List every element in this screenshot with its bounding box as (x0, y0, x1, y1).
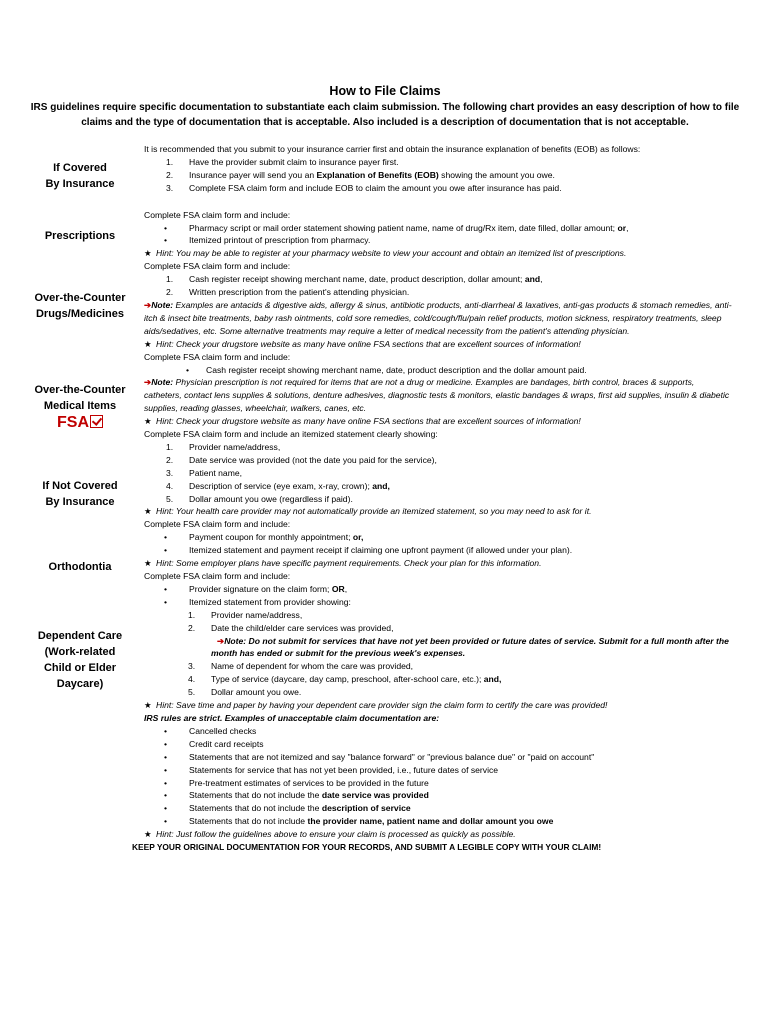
prescriptions-item-2: • Itemized printout of prescription from pharmacy. (164, 235, 371, 246)
not-covered-hint-text: Hint: Your health care provider may not automatically provide an itemized statement, so you may need to ask for it. (156, 506, 592, 517)
unacceptable-item: • Statements that do not include the date service was provided (164, 790, 429, 801)
prescriptions-hint (144, 247, 734, 260)
unacceptable-item-1-text: Cancelled checks (189, 725, 257, 736)
category-otc-items-line1: Over-the-Counter (34, 384, 126, 396)
prescriptions-intro: Complete FSA claim form and include: (144, 209, 291, 220)
fsa-label: FSA (57, 414, 89, 431)
unacceptable-item: • Statements that do not include the description of service (164, 803, 411, 814)
orthodontia-hint-text: Hint: Some employer plans have specific payment requirements. Check your plan for this information. (156, 558, 542, 569)
covered-step-2-bold: Explanation of Benefits (EOB) (316, 169, 439, 180)
category-otc-drugs-line1: Over-the-Counter (34, 292, 126, 304)
category-orthodontia-label: Orthodontia (48, 561, 112, 573)
category-covered (20, 160, 140, 192)
category-not-covered (20, 478, 140, 510)
category-dependent-care (20, 628, 140, 692)
category-dependent-line1: Dependent Care (37, 630, 123, 642)
unacceptable-item-8-pre: Statements that do not include (189, 816, 308, 827)
category-dependent-line2: (Work-related (44, 646, 116, 658)
orthodontia-item-1-bold: or, (352, 532, 364, 543)
star-icon: ★ (144, 416, 152, 427)
not-covered-step-2: 2. Date service was provided (not the date you paid for the service), (166, 454, 437, 465)
not-covered-step-4: 4. Description of service (eye exam, x-ray, crown); and, (166, 480, 390, 491)
otc-drugs-hint (144, 338, 734, 351)
category-otc-items-line2: Medical Items (43, 400, 117, 412)
not-covered-step-5: 5. Dollar amount you owe (regardless if paid). (166, 493, 353, 504)
covered-step-2: 2. Insurance payer will send you an Explanation of Benefits (EOB) showing the amount you owe. (166, 169, 555, 180)
dependent-note (144, 635, 734, 661)
unacceptable-item: • Statements for service that has not yet been provided, i.e., future dates of service (164, 764, 499, 775)
dependent-item-1-post: , (344, 583, 348, 594)
not-covered-intro: Complete FSA claim form and include an itemized statement clearly showing: (144, 429, 438, 440)
covered-intro: It is recommended that you submit to your insurance carrier first and obtain the insurance explanation of benefits (EOB) as follows: (144, 144, 641, 154)
otc-drugs-step-1-post: , (540, 274, 543, 285)
dependent-item-1-bold: OR (331, 583, 345, 594)
unacceptable-item-3-text: Statements that are not itemized and say "balance forward" or "previous balance due" or "paid on account" (189, 751, 595, 762)
unacceptable-heading: IRS rules are strict. Examples of unacceptable claim documentation are: (144, 712, 440, 723)
prescriptions-item-1-pre: Pharmacy script or mail order statement showing patient name, name of drug/Rx item, date filled, dollar amount; (189, 222, 618, 233)
orthodontia-hint (144, 557, 734, 570)
dependent-step-3: 3. Name of dependent for whom the care was provided, (188, 661, 414, 672)
unacceptable-item-7-pre: Statements that do not include the (189, 803, 322, 814)
category-otc-items (20, 382, 140, 431)
otc-drugs-intro: Complete FSA claim form and include: (144, 261, 291, 272)
otc-drugs-step-1-pre: Cash register receipt showing merchant name, date, product description, dollar amount; (189, 274, 525, 285)
orthodontia-intro: Complete FSA claim form and include: (144, 519, 291, 530)
otc-drugs-step-2: 2. Written prescription from the patient's attending physician. (166, 287, 410, 298)
dependent-step-3-text: Name of dependent for whom the care was provided, (211, 661, 414, 672)
otc-drugs-note-text: Examples are antacids & digestive aids, allergy & sinus, antibiotic products, anti-diarrheal & laxatives, anti-gas products & stomach remedies, anti-itch & insect bite treatments, baby rash ointments, cold sore remedies, cold/cough/flu/pain relief products, motion sickness, respiratory treatments, sleep aids/sedatives, etc. Some alternative treatments may require a letter of medical necessity from the patient's attending physician. (144, 299, 732, 336)
unacceptable-item: • Cancelled checks (164, 725, 257, 736)
category-covered-line2: By Insurance (45, 178, 115, 190)
prescriptions-hint-text: Hint: You may be able to register at your pharmacy website to view your account and obtain an itemized list of prescriptions. (156, 248, 627, 259)
covered-step-1-text: Have the provider submit claim to insurance payer first. (189, 156, 399, 167)
not-covered-step-5-text: Dollar amount you owe (regardless if paid). (189, 493, 353, 504)
orthodontia-item-2-text: Itemized statement and payment receipt if claiming one upfront payment (if allowed under your plan). (189, 545, 573, 556)
star-icon: ★ (144, 248, 152, 259)
dependent-step-5: 5. Dollar amount you owe. (188, 687, 302, 698)
dependent-item-1-pre: Provider signature on the claim form; (189, 583, 332, 594)
unacceptable-item: • Statements that do not include the provider name, patient name and dollar amount you owe (164, 816, 554, 827)
otc-drugs-step-2-text: Written prescription from the patient's attending physician. (189, 287, 410, 298)
category-orthodontia (20, 559, 140, 575)
dependent-step-2-text: Date the child/elder care services was provided, (211, 622, 394, 633)
otc-items-item-1-text: Cash register receipt showing merchant name, date, product description and the dollar amount paid. (206, 364, 587, 375)
prescriptions-item-1: • Pharmacy script or mail order statement showing patient name, name of drug/Rx item, date filled, dollar amount; or, (164, 222, 629, 233)
covered-step-3: 3. Complete FSA claim form and include EOB to claim the amount you owe after insurance has paid. (166, 182, 562, 193)
category-otc-drugs (20, 290, 140, 322)
category-prescriptions-label: Prescriptions (44, 230, 116, 242)
otc-drugs-step-1-bold: and (524, 274, 541, 285)
otc-items-note (144, 376, 734, 415)
category-dependent-line4: Daycare) (56, 678, 104, 690)
otc-drugs-note (144, 299, 734, 338)
category-not-covered-line1: If Not Covered (42, 480, 118, 492)
not-covered-step-1: 1. Provider name/address, (166, 441, 281, 452)
star-icon: ★ (144, 700, 152, 711)
dependent-item-2: • Itemized statement from provider showing: (164, 596, 351, 607)
dependent-step-4: 4. Type of service (daycare, day camp, preschool, after-school care, etc.); and, (188, 674, 502, 685)
dependent-item-2-text: Itemized statement from provider showing: (189, 596, 351, 607)
unacceptable-item-5-text: Pre-treatment estimates of services to be provided in the future (189, 777, 429, 788)
arrow-right-icon: ➔ (144, 377, 152, 388)
unacceptable-item-7-bold: description of service (321, 803, 411, 814)
unacceptable-item: • Pre-treatment estimates of services to be provided in the future (164, 777, 429, 788)
unacceptable-item: • Credit card receipts (164, 738, 264, 749)
dependent-hint (144, 699, 734, 712)
otc-items-hint-text: Hint: Check your drugstore website as many have online FSA sections that are excellent sources of information! (156, 416, 581, 427)
unacceptable-item-6-pre: Statements that do not include the (189, 790, 322, 801)
footer-notice: KEEP YOUR ORIGINAL DOCUMENTATION FOR YOUR RECORDS, AND SUBMIT A LEGIBLE COPY WITH YOUR CLAIM! (132, 842, 602, 853)
dependent-step-2: 2. Date the child/elder care services was provided, (188, 622, 394, 633)
dependent-intro: Complete FSA claim form and include: (144, 571, 291, 581)
dependent-step-1-text: Provider name/address, (211, 609, 303, 620)
intro-text: IRS guidelines require specific documentation to substantiate each claim submission. The following chart provides an easy description of how to file claims and the type of documentation that is acceptable. Also included is a description of documentation that is not acceptable. (30, 102, 740, 128)
covered-step-2-post: showing the amount you owe. (438, 169, 555, 180)
unacceptable-hint-text: Hint: Just follow the guidelines above to ensure your claim is processed as quickly as possible. (156, 829, 516, 840)
prescriptions-item-1-bold: or (617, 222, 627, 233)
dependent-step-4-bold: and, (483, 674, 502, 685)
orthodontia-item-1-pre: Payment coupon for monthly appointment; (189, 532, 353, 543)
category-not-covered-line2: By Insurance (45, 496, 115, 508)
page-title: How to File Claims (329, 84, 441, 98)
not-covered-step-1-text: Provider name/address, (189, 441, 281, 452)
dependent-step-4-pre: Type of service (daycare, day camp, preschool, after-school care, etc.); (211, 674, 484, 685)
fsa-badge (20, 414, 140, 431)
category-prescriptions (20, 228, 140, 244)
star-icon: ★ (144, 338, 152, 349)
otc-items-note-text: Physician prescription is not required for items that are not a drug or medicine. Examples are bandages, birth control, braces & supports, catheters, contact lens supplies & solutions, denture adhesives, diagnostic tests & monitors, elastic bandages & wraps, first aid supplies, insulin & diabetic supplies, reading glasses, wheelchair, walkers, canes, etc. (144, 377, 730, 414)
not-covered-step-4-bold: and, (372, 480, 390, 491)
otc-items-note-label: Note: (151, 377, 174, 388)
not-covered-step-3: 3. Patient name, (166, 467, 243, 478)
arrow-right-icon: ➔ (217, 635, 225, 646)
unacceptable-item-4-text: Statements for service that has not yet been provided, i.e., future dates of service (189, 764, 499, 775)
star-icon: ★ (144, 558, 152, 569)
dependent-step-5-text: Dollar amount you owe. (211, 687, 302, 698)
arrow-right-icon: ➔ (144, 299, 152, 310)
checkbox-checked-icon (90, 415, 103, 428)
not-covered-step-2-text: Date service was provided (not the date you paid for the service), (189, 454, 437, 465)
otc-drugs-hint-text: Hint: Check your drugstore website as many have online FSA sections that are excellent sources of information! (156, 338, 581, 349)
orthodontia-item-2: • Itemized statement and payment receipt if claiming one upfront payment (if allowed under your plan). (164, 545, 573, 556)
unacceptable-item-8-bold: the provider name, patient name and dollar amount you owe (307, 816, 554, 827)
otc-items-item-1: • Cash register receipt showing merchant name, date, product description and the dollar amount paid. (186, 364, 587, 375)
category-covered-line1: If Covered (53, 162, 107, 174)
unacceptable-item: • Statements that are not itemized and say "balance forward" or "previous balance due" or "paid on account" (164, 751, 595, 762)
dependent-item-1: • Provider signature on the claim form; OR, (164, 583, 348, 594)
prescriptions-item-2-text: Itemized printout of prescription from pharmacy. (189, 235, 371, 246)
covered-step-1: 1. Have the provider submit claim to insurance payer first. (166, 156, 399, 167)
unacceptable-item-2-text: Credit card receipts (189, 738, 264, 749)
not-covered-step-3-text: Patient name, (189, 467, 243, 478)
covered-step-3-text: Complete FSA claim form and include EOB to claim the amount you owe after insurance has paid. (189, 182, 562, 193)
otc-drugs-step-1: 1. Cash register receipt showing merchant name, date, product description, dollar amount; and, (166, 274, 543, 285)
not-covered-hint (144, 505, 734, 518)
dependent-step-1: 1. Provider name/address, (188, 609, 303, 620)
otc-items-hint (144, 415, 734, 428)
unacceptable-hint (144, 828, 734, 841)
category-dependent-line3: Child or Elder (43, 662, 117, 674)
dependent-note-text: Note: Do not submit for services that have not yet been provided or future dates of service. Submit for a full month after the month has ended or submit for the previous week's expenses. (211, 635, 729, 659)
not-covered-step-4-pre: Description of service (eye exam, x-ray, crown); (189, 480, 373, 491)
star-icon: ★ (144, 829, 152, 840)
content-column (132, 143, 734, 854)
covered-step-2-pre: Insurance payer will send you an (189, 169, 317, 180)
star-icon: ★ (144, 506, 152, 517)
dependent-hint-text: Hint: Save time and paper by having your dependent care provider sign the claim form to certify the care was provided! (156, 700, 608, 711)
unacceptable-item-6-bold: date service was provided (321, 790, 429, 801)
otc-items-intro: Complete FSA claim form and include: (144, 351, 291, 362)
prescriptions-item-1-post: , (626, 222, 629, 233)
orthodontia-item-1: • Payment coupon for monthly appointment; or, (164, 532, 364, 543)
otc-drugs-note-label: Note: (151, 299, 174, 310)
category-otc-drugs-line2: Drugs/Medicines (35, 308, 125, 320)
